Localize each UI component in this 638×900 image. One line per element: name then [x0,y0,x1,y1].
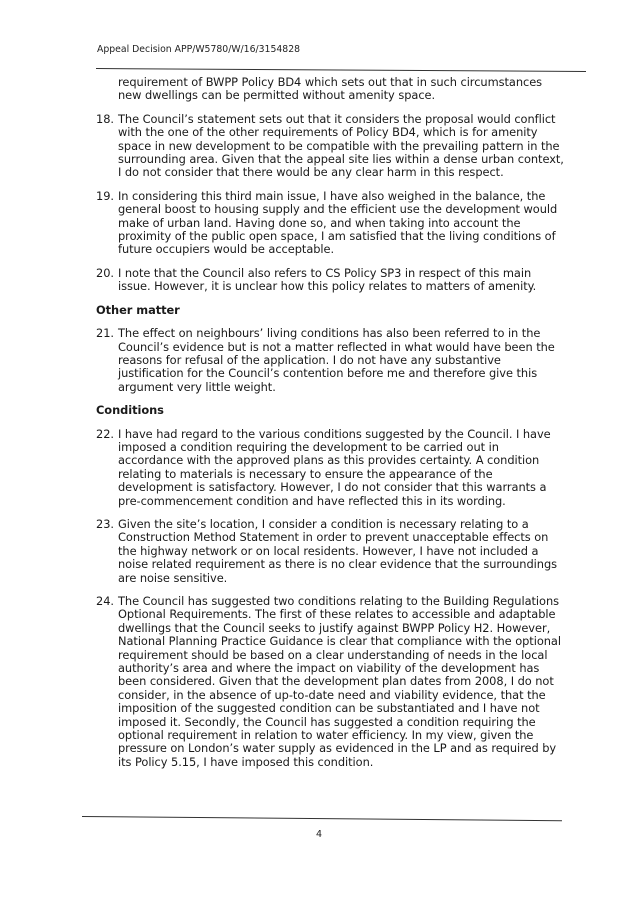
paragraph-text: The Council has suggested two conditions relating to the Building Regulations Optional Requirements. The first of these relates to accessible and adaptable dwellings that the Council seeks to justify against BWPP Policy H2. However, National Planning Practice Guidance is clear that compliance with the optional requirement should be based on a clear understanding of needs in the local authority’s area and where the impact on viability of the development has been considered. Given that the development plan dates from 2008, I do not consider, in the absence of up-to-date need and viability evidence, that the imposition of the suggested condition can be substantiated and I have not imposed it. Secondly, the Council has suggested a condition requiring the optional requirement in relation to water efficiency. In my view, given the pressure on London’s water supply as evidenced in the LP and as required by its Policy 5.15, I have imposed this condition. [118,594,561,769]
document-body [96,76,566,779]
paragraph-number: 24. [96,594,114,608]
paragraph-19 [96,190,566,257]
paragraph-21 [96,327,566,394]
paragraph-text: In considering this third main issue, I have also weighed in the balance, the general boost to housing supply and the efficient use the development would make of urban land. Having done so, and when taking into account the proximity of the public open space, I am satisfied that the living conditions of future occupiers would be acceptable. [118,188,558,257]
section-heading-other-matter: Other matter [96,302,180,317]
footer-divider [82,816,562,821]
continued-paragraph: requirement of BWPP Policy BD4 which sets out that in such circumstances new dwellings can be permitted without amenity space. [118,75,543,103]
paragraph-23 [96,518,566,585]
paragraph-text: The Council’s statement sets out that it considers the proposal would conflict with the one of the other requirements of Policy BD4, which is for amenity space in new development to be compatible with the prevailing pattern in the surrounding area. Given that the appeal site lies within a dense urban context, I do not consider that there would be any clear harm in this respect. [118,111,564,180]
paragraph-24 [96,595,566,769]
section-heading-conditions: Conditions [96,403,164,418]
paragraph-text: The effect on neighbours’ living conditions has also been referred to in the Council’s evidence but is not a matter reflected in what would have been the reasons for refusal of the application. I do not have any substantive justification for the Council’s contention before me and therefore give this argument very little weight. [118,326,555,394]
paragraph-number: 23. [96,516,114,531]
paragraph-number: 22. [96,426,114,441]
document-header-reference: Appeal Decision APP/W5780/W/16/3154828 [97,44,301,55]
paragraph-text: I note that the Council also refers to CS Policy SP3 in respect of this main issue. However, it is unclear how this policy relates to matters of amenity. [118,265,537,294]
paragraph-number: 20. [96,265,114,280]
page-number: 4 [315,829,323,840]
paragraph-number: 18. [96,111,114,126]
paragraph-number: 21. [96,326,114,341]
paragraph-text: I have had regard to the various conditions suggested by the Council. I have imposed a condition requiring the development to be carried out in accordance with the approved plans as this provides certainty. A condition relating to materials is necessary to ensure the appearance of the development is satisfactory. However, I do not consider that this warrants a pre-commencement condition and have reflected this in its wording. [118,426,551,508]
paragraph-18 [96,113,566,180]
paragraph-22 [96,428,566,508]
header-divider [96,68,586,72]
paragraph-number: 19. [96,188,114,203]
paragraph-text: Given the site’s location, I consider a condition is necessary relating to a Construction Method Statement in order to prevent unacceptable effects on the highway network or on local residents. However, I have not included a noise related requirement as there is no clear evidence that the surroundings are noise sensitive. [118,516,558,585]
paragraph-20 [96,267,566,294]
